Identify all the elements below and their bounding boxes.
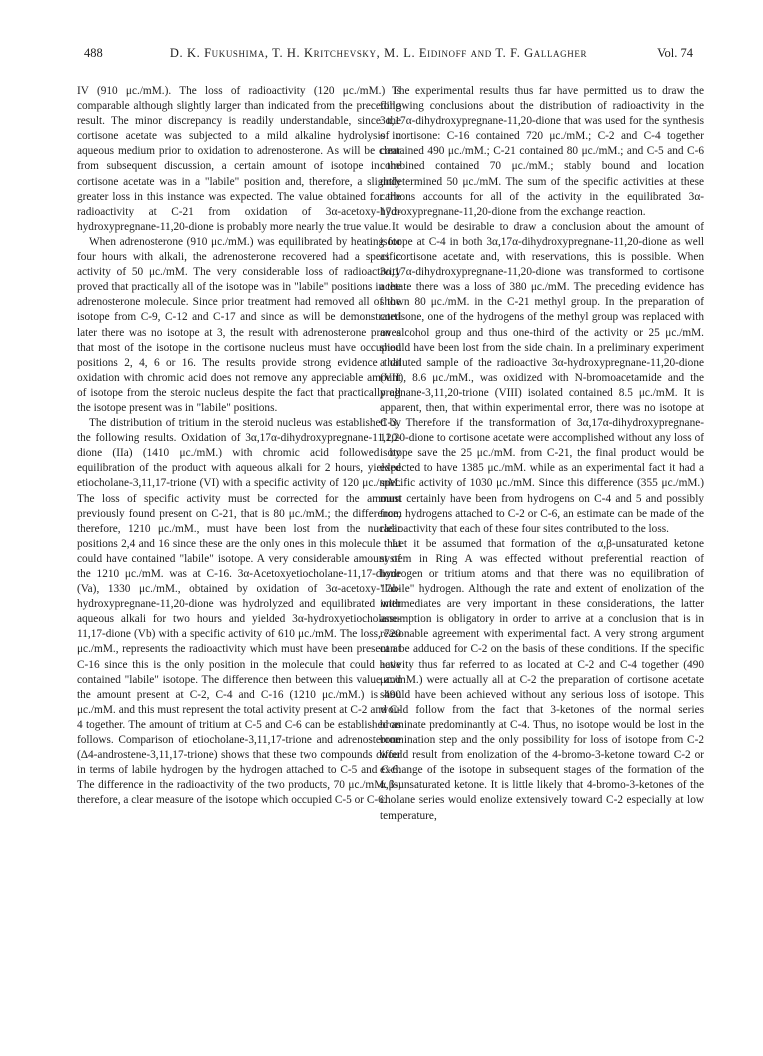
paragraph: Let it be assumed that formation of the α,β-unsaturated ketone system in Ring A was effected without preferential reaction of hydrogen or tritium atoms and that there was no equilibration of "labile" hydrogen. Although the rate and extent of enolization of the intermediates are very important in these considerations, the latter assumption is obligatory in order to arrive at a conclusion that is in reasonable agreement with experimental fact. A very strong argument can be adduced for C-2 on the basis of these conditions. If the specific activity thus far referred to as located at C-2 and C-4 together (490 μc./mM.) were actually all at C-2 the preparation of cortisone acetate should have been achieved without any serious loss of isotope. This would follow from the fact that 3-ketones of the normal series brominate predominantly at C-4. Thus, no isotope would be lost in the bromination step and the only possibility for loss of isotope from C-2 would result from enolization of the 4-bromo-3-ketone toward C-2 or exchange of the isotope in subsequent stages of the formation of the α,β-unsaturated ketone. It is little likely that 4-bromo-3-ketones of the cholane series would enolize extensively toward C-2 especially at low temperature, — [380, 537, 704, 822]
paragraph: The experimental results thus far have permitted us to draw the following conclusions about the distribution of radioactivity in the 3α,17α-dihydroxypregnane-11,20-dione that was used for the synthesis of cortisone: C-16 contained 720 μc./mM.; C-2 and C-4 together contained 490 μc./mM.; C-21 contained 80 μc./mM.; and C-5 and C-6 combined contained 70 μc./mM.; stably bound and location undetermined 50 μc./mM. The sum of the specific activities at these carbons accounts for all of the activity in the equilibrated 3α-hydroxypregnane-11,20-dione from the exchange reaction. — [380, 85, 704, 218]
paragraph: IV (910 μc./mM.). The loss of radioactivity (120 μc./mM.) is comparable although slightly larger than indicated from the preceding result. The minor discrepancy is readily understandable, since the cortisone acetate was subjected to a mild alkaline hydrolysis in aqueous medium prior to oxidation to adrenosterone. As will be clear from subsequent discussion, a certain amount of isotope in the cortisone acetate was in a "labile" position and, therefore, a slightly greater loss in this instance was expected. The value obtained for the radioactivity at C-21 from oxidation of 3α-acetoxy-17α-hydroxypregnane-11,20-dione is probably more nearly the true value. — [77, 85, 401, 233]
running-head-authors: D. K. Fukushima, T. H. Kritchevsky, M. L. Eidinoff and T. F. Gallagher — [169, 46, 588, 60]
paragraph: It would be desirable to draw a conclusion about the amount of isotope at C-4 in both 3α,17α-dihydroxypregnane-11,20-dione as well as cortisone acetate and, with reservations, this is possible. When 3α,17α-dihydroxypregnane-11,20-dione was transformed to cortisone acetate there was a loss of 380 μc./mM. The preceding evidence has shown 80 μc./mM. in the C-21 methyl group. In the preparation of cortisone, one of the hydrogens of the methyl group was replaced with an alcohol group and thus one-third of the activity or 25 μc./mM. should have been lost from the side chain. In a preliminary experiment a diluted sample of the radioactive 3α-hydroxypregnane-11,20-dione (VII), 8.6 μc./mM., was oxidized with N-bromoacetamide and the pregnane-3,11,20-trione (VIII) isolated contained 8.5 μc./mM. It is apparent, then, that within experimental error, there was no isotope at C-3. Therefore if the transformation of 3α,17α-dihydroxypregnane-11,20-dione to cortisone acetate were accomplished without any loss of isotope save the 25 μc./mM. from C-21, the final product would be expected to have 1385 μc./mM. while as an experimental fact it had a specific activity of 1030 μc./mM. Since this difference (355 μc./mM.) must certainly have been from hydrogens on C-4 and 5 and possibly from hydrogens attached to C-2 or C-6, an estimate can be made of the radioactivity that each of these four sites contributed to the loss. — [380, 220, 704, 535]
page-header — [84, 46, 693, 66]
page-number: 488 — [84, 46, 103, 60]
right-column — [380, 84, 704, 1029]
paragraph: The distribution of tritium in the steroid nucleus was established by the following results. Oxidation of 3α,17α-dihydroxypregnane-11,20-dione (IIa) (1410 μc./mM.) with chromic acid followed by equilibration of the product with aqueous alkali for 2 hours, yielded etiocholane-3,11,17-trione (VI) with a specific activity of 120 μc./mM. The loss of specific activity must be corrected for the amount previously found present on C-21, that is 80 μc./mM.; the difference, therefore, 1210 μc./mM., must have been lost from the nuclear positions 2,4 and 16 since these are the only ones in this molecule that could have contained "labile" isotope. A very considerable amount of the 1210 μc./mM. was at C-16. 3α-Acetoxyetiocholane-11,17-dione (Va), 1330 μc./mM., obtained by oxidation of 3α-acetoxy-17α-hydroxypregnane-11,20-dione was hydrolyzed and equilibrated with aqueous alkali for two hours and yielded 3α-hydroxyetiocholane-11,17-dione (Vb) with a specific activity of 610 μc./mM. The loss, 720 μc./mM., represents the radioactivity which must have been present at C-16 since this is the only position in the molecule that could have contained "labile" isotope. The difference then between this value and the amount present at C-2, C-4 and C-16 (1210 μc./mM.) is 490 μc./mM. and this must represent the total activity present at C-2 and C-4 together. The amount of tritium at C-5 and C-6 can be established as follows. Comparison of etiocholane-3,11,17-trione and adrenosterone (Δ4-androstene-3,11,17-trione) shows that these two compounds differ in terms of labile hydrogen by the hydrogen attached to C-5 and C-6. The difference in the radioactivity of the two products, 70 μc./mM. is, therefore, a clear measure of the isotope which occupied C-5 or C-6. — [77, 417, 401, 807]
left-column — [77, 84, 401, 1029]
paragraph: When adrenosterone (910 μc./mM.) was equilibrated by heating for four hours with alkali, the adrenosterone recovered had a specific activity of 50 μc./mM. The very considerable loss of radioactivity proved that practically all of the isotope was in "labile" positions in the adrenosterone molecule. Since prior treatment had removed all of the isotope from C-9, C-12 and C-17 and since as will be demonstrated later there was no isotope at 3, the result with adrenosterone proves that most of the isotope in the cortisone nucleus must have occupied positions 2, 4, 6 or 16. The results provide strong evidence that oxidation with chromic acid does not remove any appreciable amount of isotope from the steroic nucleus despite the fact that practically all the isotope present was in "labile" positions. — [77, 235, 401, 414]
volume-number: Vol. 74 — [657, 46, 693, 60]
